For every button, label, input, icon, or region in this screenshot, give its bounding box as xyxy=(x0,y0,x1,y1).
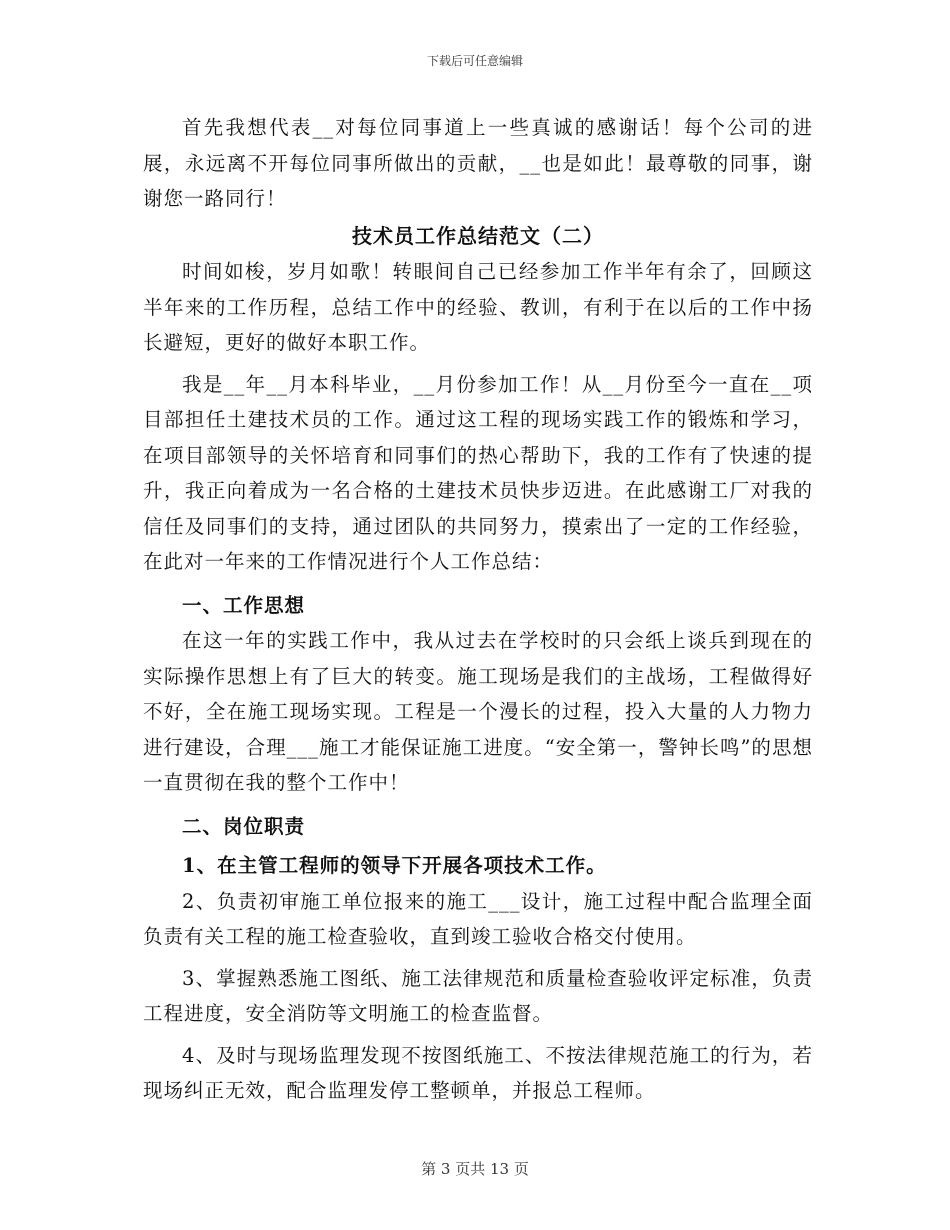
paragraph-3: 在这一年的实践工作中，我从过去在学校时的只会纸上谈兵到现在的实际操作思想上有了巨大的转变。施工现场是我们的主战场，工程做得好不好，全在施工现场实现。工程是一个漫长的过程，投入大量的人力物力进行建设，合理___施工才能保证施工进度。“安全第一，警钟长鸣”的思想一直贯彻在我的整个工作中！ xyxy=(143,629,813,794)
document-body xyxy=(143,110,813,1109)
heading-job-duties: 二、岗位职责 xyxy=(182,814,306,838)
duty-item-2: 2、负责初审施工单位报来的施工___设计，施工过程中配合监理全面负责有关工程的施工检查验收，直到竣工验收合格交付使用。 xyxy=(143,889,813,948)
duty-item-1: 1、在主管工程师的领导下开展各项技术工作。 xyxy=(182,854,607,877)
duty-item-3: 3、掌握熟悉施工图纸、施工法律规范和质量检查验收评定标准，负责工程进度，安全消防等文明施工的检查监督。 xyxy=(143,966,813,1025)
duty-item-4: 4、及时与现场监理发现不按图纸施工、不按法律规范施工的行为，若现场纠正无效，配合监理发停工整顿单，并报总工程师。 xyxy=(143,1043,813,1102)
paragraph-2: 我是__年__月本科毕业，__月份参加工作！从__月份至今一直在__项目部担任土建技术员的工作。通过这工程的现场实践工作的锻炼和学习，在项目部领导的关怀培育和同事们的热心帮助下，我的工作有了快速的提升，我正向着成为一名合格的土建技术员快步迈进。在此感谢工厂对我的信任及同事们的支持，通过团队的共同努力，摸索出了一定的工作经验，在此对一年来的工作情况进行个人工作总结： xyxy=(143,372,813,573)
section-title: 技术员工作总结范文（二） xyxy=(352,223,604,248)
heading-work-thoughts: 一、工作思想 xyxy=(182,593,306,617)
page-footer: 第 3 页共 13 页 xyxy=(421,1160,529,1178)
page-header: 下载后可任意编辑 xyxy=(426,54,523,68)
paragraph-1: 时间如梭，岁月如歌！转眼间自己已经参加工作半年有余了，回顾这半年来的工作历程，总结工作中的经验、教训，有利于在以后的工作中扬长避短，更好的做好本职工作。 xyxy=(143,260,813,354)
intro-paragraph: 首先我想代表__对每位同事道上一些真诚的感谢话！每个公司的进展，永远离不开每位同事所做出的贡献，__也是如此！最尊敬的同事，谢谢您一路同行！ xyxy=(143,116,813,210)
